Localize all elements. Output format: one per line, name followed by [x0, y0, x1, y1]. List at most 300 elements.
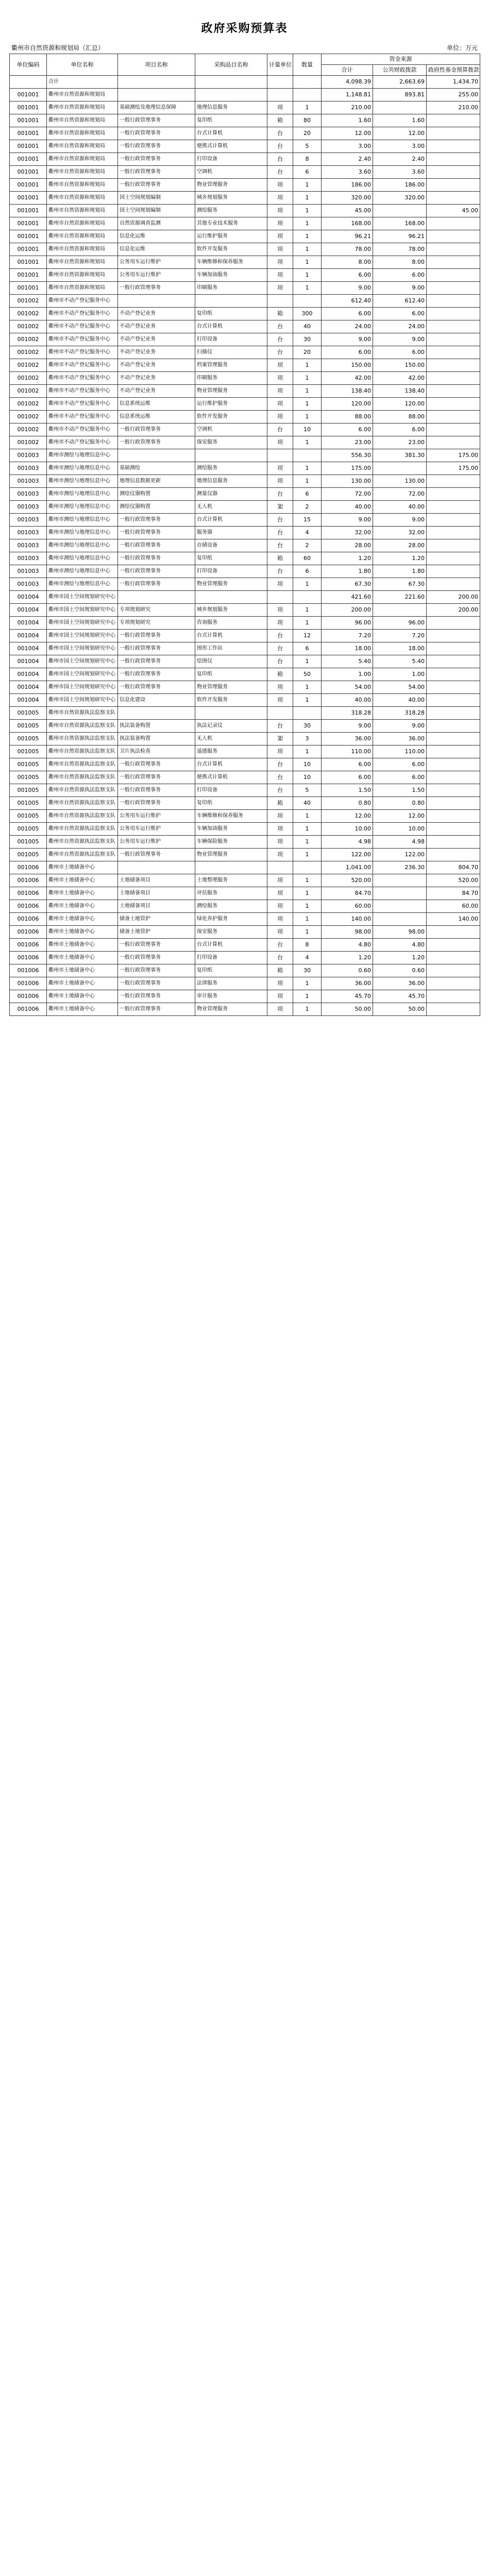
row-unit-name: 衢州市自然资源和规划局 [47, 127, 118, 140]
row-quantity: 1 [293, 578, 322, 591]
row-gov-fund [427, 385, 480, 398]
table-row [10, 217, 480, 230]
table-row [10, 784, 480, 797]
row-code: 001006 [10, 990, 47, 1003]
row-total: 5.40 [322, 655, 373, 668]
row-quantity: 1 [293, 887, 322, 900]
row-quantity: 1 [293, 192, 322, 205]
row-quantity: 15 [293, 514, 322, 527]
row-project: 一般行政管理事务 [118, 952, 195, 964]
row-quantity: 1 [293, 462, 322, 475]
row-category: 存储设备 [195, 539, 267, 552]
row-general-fund: 7.20 [373, 630, 427, 642]
row-total: 210.00 [322, 101, 373, 114]
row-code: 001006 [10, 900, 47, 913]
row-code: 001005 [10, 797, 47, 810]
row-total: 2.40 [322, 153, 373, 166]
row-general-fund: 3.60 [373, 166, 427, 179]
table-row [10, 758, 480, 771]
row-gov-fund [427, 823, 480, 836]
row-measure-unit: 台 [267, 140, 293, 153]
row-total: 72.00 [322, 488, 373, 501]
row-measure-unit: 项 [267, 101, 293, 114]
row-unit-name: 衢州市不动产登记服务中心 [47, 411, 118, 423]
row-quantity: 1 [293, 990, 322, 1003]
row-general-fund: 12.00 [373, 127, 427, 140]
table-row [10, 192, 480, 205]
row-project [118, 449, 195, 462]
row-gov-fund [427, 320, 480, 333]
row-code: 001003 [10, 514, 47, 527]
row-total: 40.00 [322, 501, 373, 514]
row-general-fund: 18.00 [373, 642, 427, 655]
row-code: 001002 [10, 308, 47, 320]
row-quantity: 1 [293, 874, 322, 887]
row-measure-unit: 项 [267, 977, 293, 990]
row-project: 一般行政管理事务 [118, 166, 195, 179]
row-gov-fund [427, 771, 480, 784]
row-code: 001002 [10, 320, 47, 333]
row-total: 9.00 [322, 333, 373, 346]
table-row [10, 243, 480, 256]
table-row [10, 1003, 480, 1016]
row-measure-unit: 台 [267, 488, 293, 501]
row-code: 001003 [10, 578, 47, 591]
row-total: 130.00 [322, 475, 373, 488]
row-code: 001004 [10, 681, 47, 694]
row-unit-name: 衢州市土地储备中心 [47, 887, 118, 900]
row-measure-unit: 箱 [267, 964, 293, 977]
row-code: 001006 [10, 926, 47, 939]
table-row [10, 230, 480, 243]
row-code: 001003 [10, 527, 47, 539]
row-gov-fund [427, 720, 480, 733]
table-row [10, 617, 480, 630]
row-quantity: 1 [293, 205, 322, 217]
row-code: 001003 [10, 475, 47, 488]
row-quantity: 1 [293, 745, 322, 758]
row-quantity [293, 76, 322, 89]
table-row [10, 101, 480, 114]
row-unit-name: 衢州市土地储备中心 [47, 900, 118, 913]
row-total: 6.00 [322, 423, 373, 436]
row-general-fund [373, 462, 427, 475]
row-quantity: 300 [293, 308, 322, 320]
row-general-fund [373, 887, 427, 900]
row-quantity: 4 [293, 527, 322, 539]
row-gov-fund: 140.00 [427, 913, 480, 926]
row-unit-name: 衢州市国土空间规划研究中心 [47, 668, 118, 681]
row-general-fund: 96.21 [373, 230, 427, 243]
row-gov-fund: 804.70 [427, 861, 480, 874]
row-total: 320.00 [322, 192, 373, 205]
row-project: 一般行政管理事务 [118, 1003, 195, 1016]
row-measure-unit: 项 [267, 179, 293, 192]
row-quantity: 30 [293, 720, 322, 733]
row-project: 一般行政管理事务 [118, 849, 195, 861]
row-category: 绿化养护服务 [195, 913, 267, 926]
unit-subtotal-row [10, 707, 480, 720]
row-measure-unit [267, 295, 293, 308]
row-general-fund: 98.00 [373, 926, 427, 939]
row-code: 001006 [10, 964, 47, 977]
table-row [10, 565, 480, 578]
row-project: 一般行政管理事务 [118, 784, 195, 797]
unit-subtotal-row [10, 89, 480, 101]
row-gov-fund [427, 114, 480, 127]
table-row [10, 527, 480, 539]
row-unit-name: 衢州市自然资源和规划局 [47, 101, 118, 114]
row-quantity: 1 [293, 913, 322, 926]
row-quantity: 1 [293, 217, 322, 230]
row-code: 001005 [10, 745, 47, 758]
row-code: 001001 [10, 179, 47, 192]
row-category [195, 449, 267, 462]
row-category: 地理信息服务 [195, 475, 267, 488]
table-row [10, 926, 480, 939]
row-code: 001002 [10, 346, 47, 359]
row-unit-name: 衢州市国土空间规划研究中心 [47, 694, 118, 707]
row-measure-unit: 项 [267, 874, 293, 887]
row-measure-unit: 项 [267, 681, 293, 694]
row-code: 001005 [10, 784, 47, 797]
table-row [10, 797, 480, 810]
row-unit-name: 衢州市自然资源和规划局 [47, 282, 118, 295]
row-general-fund: 42.00 [373, 372, 427, 385]
row-category: 打印设备 [195, 153, 267, 166]
row-measure-unit: 项 [267, 475, 293, 488]
table-row [10, 578, 480, 591]
row-general-fund: 9.00 [373, 282, 427, 295]
row-category: 审计服务 [195, 990, 267, 1003]
row-project: 一般行政管理事务 [118, 282, 195, 295]
row-unit-name: 衢州市土地储备中心 [47, 913, 118, 926]
row-quantity: 1 [293, 398, 322, 411]
row-total: 3.00 [322, 140, 373, 153]
row-project: 信息系统运维 [118, 411, 195, 423]
row-quantity: 20 [293, 346, 322, 359]
row-quantity: 60 [293, 552, 322, 565]
row-code: 001006 [10, 1003, 47, 1016]
row-general-fund: 318.28 [373, 707, 427, 720]
row-gov-fund [427, 681, 480, 694]
row-measure-unit: 台 [267, 952, 293, 964]
row-unit-name: 衢州市不动产登记服务中心 [47, 385, 118, 398]
row-project: 一般行政管理事务 [118, 114, 195, 127]
row-category: 档案管理服务 [195, 359, 267, 372]
row-general-fund: 893.81 [373, 89, 427, 101]
table-header [10, 54, 480, 76]
row-unit-name: 衢州市自然资源执法监察支队 [47, 836, 118, 849]
row-general-fund: 72.00 [373, 488, 427, 501]
row-project: 不动产登记业务 [118, 333, 195, 346]
row-code: 001006 [10, 977, 47, 990]
row-total: 50.00 [322, 1003, 373, 1016]
row-general-fund: 5.40 [373, 655, 427, 668]
row-category: 印刷服务 [195, 372, 267, 385]
row-project: 国土空间规划编制 [118, 192, 195, 205]
row-unit-name: 衢州市不动产登记服务中心 [47, 372, 118, 385]
row-unit-name: 衢州市自然资源执法监察支队 [47, 707, 118, 720]
row-category: 咨询服务 [195, 617, 267, 630]
row-category: 印刷服务 [195, 282, 267, 295]
row-project: 一般行政管理事务 [118, 552, 195, 565]
row-measure-unit: 箱 [267, 668, 293, 681]
row-unit-name: 衢州市测绘与地理信息中心 [47, 552, 118, 565]
row-unit-name: 衢州市自然资源和规划局 [47, 153, 118, 166]
row-unit-name: 衢州市自然资源和规划局 [47, 269, 118, 282]
row-unit-name: 衢州市不动产登记服务中心 [47, 308, 118, 320]
row-total: 1.60 [322, 114, 373, 127]
row-measure-unit: 项 [267, 617, 293, 630]
row-measure-unit: 项 [267, 385, 293, 398]
row-project: 一般行政管理事务 [118, 153, 195, 166]
table-row [10, 720, 480, 733]
row-code: 001003 [10, 539, 47, 552]
row-general-fund: 2,663.69 [373, 76, 427, 89]
row-general-fund [373, 101, 427, 114]
row-category: 软件开发服务 [195, 243, 267, 256]
row-unit-name: 衢州市不动产登记服务中心 [47, 320, 118, 333]
row-gov-fund [427, 192, 480, 205]
row-general-fund: 221.60 [373, 591, 427, 604]
row-project: 基础测绘 [118, 462, 195, 475]
row-gov-fund [427, 295, 480, 308]
row-project: 土地储备项目 [118, 874, 195, 887]
row-unit-name: 衢州市自然资源和规划局 [47, 192, 118, 205]
row-measure-unit: 项 [267, 1003, 293, 1016]
row-general-fund [373, 205, 427, 217]
row-total: 23.00 [322, 436, 373, 449]
row-general-fund: 0.60 [373, 964, 427, 977]
row-gov-fund: 45.00 [427, 205, 480, 217]
row-total: 24.00 [322, 320, 373, 333]
row-category: 打印设备 [195, 952, 267, 964]
row-category: 城乡规划服务 [195, 604, 267, 617]
row-gov-fund [427, 810, 480, 823]
row-unit-name: 衢州市不动产登记服务中心 [47, 346, 118, 359]
row-code: 001001 [10, 230, 47, 243]
row-total: 45.70 [322, 990, 373, 1003]
row-total: 520.00 [322, 874, 373, 887]
row-unit-name: 衢州市自然资源和规划局 [47, 243, 118, 256]
row-measure-unit: 台 [267, 758, 293, 771]
row-quantity: 6 [293, 166, 322, 179]
row-general-fund [373, 900, 427, 913]
row-total: 556.30 [322, 449, 373, 462]
row-measure-unit: 项 [267, 282, 293, 295]
row-total: 45.00 [322, 205, 373, 217]
header-unit: 计量单位 [267, 54, 293, 76]
row-measure-unit: 项 [267, 436, 293, 449]
row-code: 001003 [10, 565, 47, 578]
table-row [10, 604, 480, 617]
row-quantity: 1 [293, 372, 322, 385]
row-quantity: 1 [293, 900, 322, 913]
row-category: 便携式计算机 [195, 140, 267, 153]
table-row [10, 552, 480, 565]
row-total: 1,041.00 [322, 861, 373, 874]
row-gov-fund [427, 642, 480, 655]
row-total: 88.00 [322, 411, 373, 423]
row-gov-fund [427, 630, 480, 642]
row-measure-unit: 项 [267, 604, 293, 617]
header-gov-fund: 政府性基金预算拨款 [427, 65, 480, 76]
row-project: 一般行政管理事务 [118, 964, 195, 977]
row-total: 186.00 [322, 179, 373, 192]
row-measure-unit: 项 [267, 926, 293, 939]
row-measure-unit: 台 [267, 784, 293, 797]
row-project: 一般行政管理事务 [118, 990, 195, 1003]
table-row [10, 501, 480, 514]
row-unit-name: 衢州市土地储备中心 [47, 874, 118, 887]
table-row [10, 475, 480, 488]
row-project: 一般行政管理事务 [118, 642, 195, 655]
row-category: 台式计算机 [195, 939, 267, 952]
table-row [10, 681, 480, 694]
row-unit-name: 衢州市自然资源和规划局 [47, 166, 118, 179]
row-measure-unit: 台 [267, 771, 293, 784]
row-general-fund: 9.00 [373, 333, 427, 346]
row-total: 0.80 [322, 797, 373, 810]
table-row [10, 333, 480, 346]
row-category: 台式计算机 [195, 758, 267, 771]
row-general-fund: 6.00 [373, 771, 427, 784]
table-row [10, 114, 480, 127]
row-gov-fund [427, 230, 480, 243]
row-quantity: 1 [293, 926, 322, 939]
row-unit-name: 衢州市自然资源执法监察支队 [47, 823, 118, 836]
row-general-fund: 381.30 [373, 449, 427, 462]
header-code: 单位编码 [10, 54, 47, 76]
row-code: 001005 [10, 849, 47, 861]
row-unit-name: 衢州市土地储备中心 [47, 1003, 118, 1016]
table-row [10, 977, 480, 990]
row-quantity [293, 861, 322, 874]
row-measure-unit: 台 [267, 320, 293, 333]
row-gov-fund [427, 694, 480, 707]
table-row [10, 694, 480, 707]
row-unit-name: 衢州市自然资源和规划局 [47, 256, 118, 269]
table-row [10, 733, 480, 745]
row-general-fund: 6.00 [373, 308, 427, 320]
row-category: 物业管理服务 [195, 681, 267, 694]
row-total: 54.00 [322, 681, 373, 694]
row-code: 001001 [10, 153, 47, 166]
header-qty: 数量 [293, 54, 322, 76]
row-project: 储备土地管护 [118, 913, 195, 926]
row-gov-fund [427, 140, 480, 153]
table-row [10, 320, 480, 333]
row-category: 物业管理服务 [195, 1003, 267, 1016]
row-project: 公务用车运行维护 [118, 269, 195, 282]
row-measure-unit: 项 [267, 823, 293, 836]
table-row [10, 488, 480, 501]
row-gov-fund [427, 527, 480, 539]
row-total: 7.20 [322, 630, 373, 642]
table-row [10, 745, 480, 758]
row-measure-unit: 项 [267, 398, 293, 411]
row-gov-fund [427, 578, 480, 591]
row-unit-name: 衢州市自然资源和规划局 [47, 114, 118, 127]
row-quantity: 6 [293, 565, 322, 578]
row-code: 001001 [10, 269, 47, 282]
row-code: 001006 [10, 952, 47, 964]
table-row [10, 166, 480, 179]
row-total: 67.30 [322, 578, 373, 591]
row-total: 32.00 [322, 527, 373, 539]
row-total: 36.00 [322, 977, 373, 990]
row-general-fund: 2.40 [373, 153, 427, 166]
row-quantity: 5 [293, 140, 322, 153]
row-quantity: 10 [293, 771, 322, 784]
row-quantity: 12 [293, 630, 322, 642]
row-total: 175.00 [322, 462, 373, 475]
row-code: 001002 [10, 436, 47, 449]
row-total: 612.40 [322, 295, 373, 308]
row-gov-fund: 1,434.70 [427, 76, 480, 89]
row-gov-fund: 255.00 [427, 89, 480, 101]
row-general-fund: 122.00 [373, 849, 427, 861]
table-row [10, 179, 480, 192]
row-category: 评估服务 [195, 887, 267, 900]
row-measure-unit: 项 [267, 462, 293, 475]
row-unit-name: 衢州市自然资源和规划局 [47, 217, 118, 230]
row-gov-fund [427, 952, 480, 964]
row-project: 自然资源调查监测 [118, 217, 195, 230]
row-total: 6.00 [322, 758, 373, 771]
row-project: 一般行政管理事务 [118, 179, 195, 192]
row-gov-fund: 175.00 [427, 462, 480, 475]
row-project: 不动产登记业务 [118, 372, 195, 385]
row-project: 一般行政管理事务 [118, 565, 195, 578]
row-code: 001004 [10, 655, 47, 668]
row-project: 信息化运维 [118, 243, 195, 256]
row-project: 不动产登记业务 [118, 346, 195, 359]
row-quantity: 80 [293, 114, 322, 127]
table-row [10, 205, 480, 217]
row-measure-unit: 箱 [267, 552, 293, 565]
row-gov-fund [427, 501, 480, 514]
row-total: 150.00 [322, 359, 373, 372]
row-gov-fund [427, 282, 480, 295]
row-unit-name: 衢州市测绘与地理信息中心 [47, 514, 118, 527]
row-measure-unit: 箱 [267, 308, 293, 320]
row-unit-name: 衢州市自然资源执法监察支队 [47, 745, 118, 758]
row-measure-unit: 台 [267, 655, 293, 668]
row-project: 一般行政管理事务 [118, 630, 195, 642]
header-funding-group: 资金来源 [322, 54, 480, 65]
row-project: 不动产登记业务 [118, 308, 195, 320]
row-unit-name: 衢州市不动产登记服务中心 [47, 359, 118, 372]
row-total: 96.00 [322, 617, 373, 630]
row-project: 一般行政管理事务 [118, 939, 195, 952]
row-unit-name: 衢州市土地储备中心 [47, 977, 118, 990]
row-code: 001003 [10, 449, 47, 462]
row-project: 不动产登记业务 [118, 320, 195, 333]
row-quantity: 2 [293, 501, 322, 514]
row-general-fund: 1.20 [373, 552, 427, 565]
row-gov-fund [427, 423, 480, 436]
row-category: 物业管理服务 [195, 385, 267, 398]
row-measure-unit: 项 [267, 990, 293, 1003]
table-row [10, 939, 480, 952]
row-category: 无人机 [195, 501, 267, 514]
row-gov-fund [427, 398, 480, 411]
row-total: 138.40 [322, 385, 373, 398]
row-total: 1.80 [322, 565, 373, 578]
row-category: 软件开发服务 [195, 694, 267, 707]
